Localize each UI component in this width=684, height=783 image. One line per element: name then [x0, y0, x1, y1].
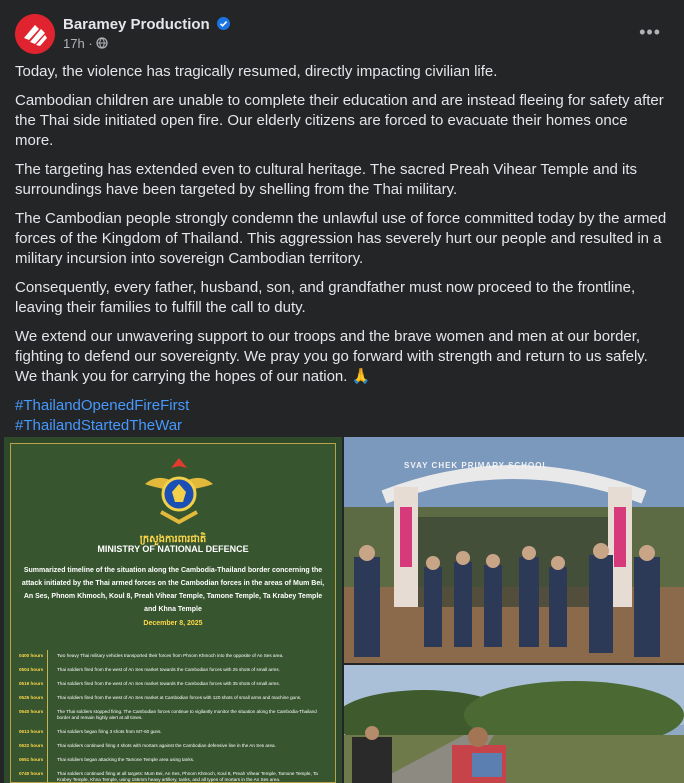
paragraph: The Cambodian people strongly condemn the unlawful use of force committed today by the armed forces of the Kingdom of Thailand. This aggression has severely hurt our people and resulted in a military incursion into sovereign Cambodian territory. — [15, 210, 667, 267]
timeline-text: Two heavy Thai military vehicles transported their forces from Phnom Khmoch into the opposite of An Ses area. — [57, 653, 284, 658]
post-header — [15, 14, 669, 54]
timeline-time: 0651 hours — [19, 757, 44, 762]
timeline-text: Thai soldiers began firing 3 shots from M7-60 guns. — [57, 729, 162, 734]
author-name[interactable] — [63, 16, 230, 33]
poster-khmer-title: ក្រសួងការពារជាតិ — [139, 534, 207, 545]
timeline-time: 0622 hours — [19, 743, 44, 748]
timeline-time: 0540 hours — [19, 709, 44, 714]
meta-separator: · — [88, 36, 93, 51]
timeline-row — [19, 754, 329, 768]
road-scene-image — [344, 665, 684, 783]
evacuation-road-photo[interactable] — [344, 665, 684, 783]
verified-badge-icon — [217, 17, 230, 30]
hashtag-link[interactable]: #ThailandStartedTheWar — [15, 417, 183, 434]
more-options-icon[interactable]: ••• — [639, 22, 661, 42]
timeline-time: 0400 hours — [19, 653, 44, 658]
timeline-text: The Thai soldiers stopped firing. The Cambodian forces continue to vigilantly monitor the situation along the Cambodia-Thailand border and remain highly alert at all times. — [57, 709, 317, 720]
timeline-row — [19, 706, 329, 726]
globe-icon — [96, 37, 108, 49]
hashtag-link[interactable]: #ThailandOpenedFireFirst — [15, 397, 190, 414]
paragraph: Today, the violence has tragically resumed, directly impacting civilian life. — [15, 63, 498, 80]
poster-date: December 8, 2025 — [143, 620, 203, 627]
post-body — [15, 62, 669, 456]
timeline-text: Thai soldiers continued firing 4 shots with mortars against the Cambodian defensive line in the An Ses area. — [57, 743, 276, 748]
poster-description: Summarized timeline of the situation along the Cambodia-Thailand border concerning the attack initiated by the Thai armed forces on the Cambodian forces in the areas of Mum Bei, An Ses, Phnom Khmoch, Koul 8, Preah Vihear Temple, Tamone Temple, Ta Krabey Temple and Khna Temple — [21, 567, 325, 613]
author-name-text[interactable]: Baramey Production — [63, 16, 210, 33]
timeline-time: 0519 hours — [19, 681, 44, 686]
school-sign-text: SVAY CHEK PRIMARY SCHOOL — [404, 461, 549, 470]
timeline-text: Thai soldiers began attacking the Tamone Temple area using tanks. — [57, 757, 195, 762]
timeline-row — [19, 678, 329, 692]
timeline-text: Thai soldiers fired from the west of An Ses market towards the Cambodian forces with 35 shots of small arms. — [57, 681, 280, 686]
school-scene-image — [344, 437, 684, 663]
timeline-row — [19, 726, 329, 740]
timeline-time: 0740 hours — [19, 771, 44, 776]
paragraph: Consequently, every father, husband, son, and grandfather must now proceed to the frontline, leaving their families to fulfill the call to duty. — [15, 279, 636, 316]
photo-grid — [4, 437, 684, 783]
timeline-row — [19, 650, 329, 664]
paragraph: We extend our unwavering support to our troops and the brave women and men at our border, fighting to defend our sovereignty. We pray you go forward with strength and return to us safely. We thank you for carrying the hopes of our nation. 🙏 — [15, 328, 648, 385]
ministry-emblem-icon — [139, 454, 219, 528]
ministry-poster-image[interactable] — [4, 437, 342, 783]
timeline-time: 0525 hours — [19, 695, 44, 700]
timeline-row — [19, 664, 329, 678]
post-time[interactable]: 17h — [63, 36, 85, 51]
timeline-row — [19, 768, 329, 783]
post-meta — [63, 36, 108, 51]
poster-timeline — [19, 650, 329, 783]
timeline-text: Thai soldiers fired from the west of An Ses market at Cambodian forces with 120 shots of small arms and machine guns. — [57, 695, 302, 700]
timeline-text: Thai soldiers fired from the west of An Ses market towards the Cambodian forces with 25 shots of small arms. — [57, 667, 280, 672]
paragraph: Cambodian children are unable to complete their education and are instead fleeing for safety after the Thai side initiated open fire. Our elderly citizens are forced to evacuate their homes once more. — [15, 92, 664, 149]
timeline-row — [19, 692, 329, 706]
baramey-logo-icon — [15, 14, 55, 54]
poster-frame — [10, 443, 336, 783]
timeline-text: Thai soldiers continued firing at all targets: Mum Bei, An Ses, Phnom Khmoch, Koul 8, Preah Vihear Temple, Tamone Temple, Ta Krabey Temple, Khna Temple, using 155mm heavy artillery, tanks, and all types of mortars in the An Ses area. — [57, 771, 318, 782]
timeline-time: 0504 hours — [19, 667, 44, 672]
timeline-time: 0613 hours — [19, 729, 44, 734]
timeline-row — [19, 740, 329, 754]
school-gate-photo[interactable] — [344, 437, 684, 663]
page-avatar[interactable] — [15, 14, 55, 54]
paragraph: The targeting has extended even to cultural heritage. The sacred Preah Vihear Temple and its surroundings have been targeted by shelling from the Thai military. — [15, 161, 638, 198]
poster-ministry: MINISTRY OF NATIONAL DEFENCE — [97, 544, 249, 554]
